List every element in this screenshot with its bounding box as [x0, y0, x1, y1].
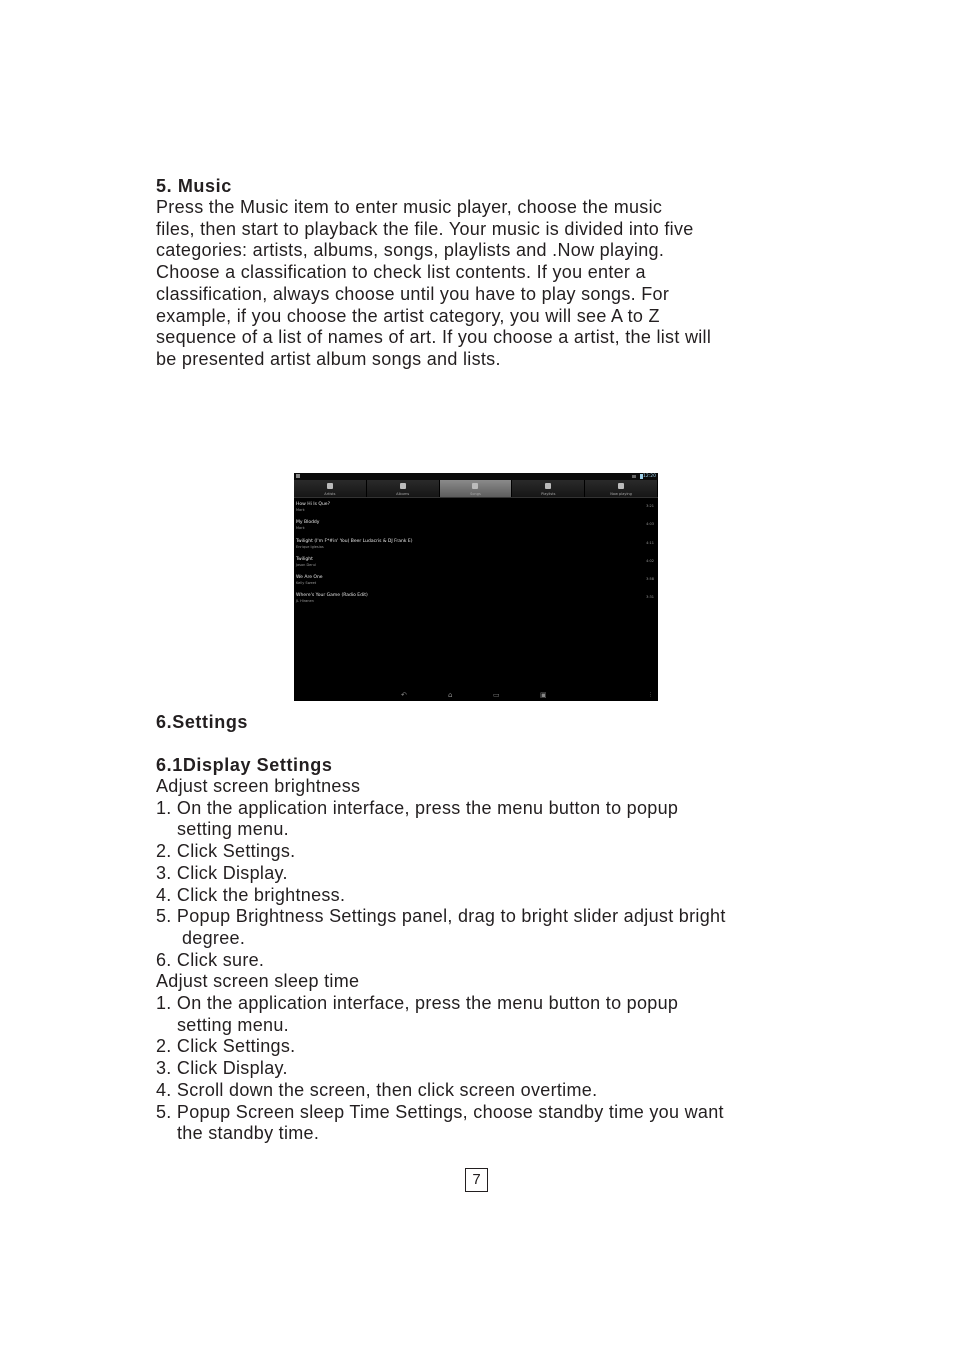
screenshot-icon[interactable]: ▣ [540, 691, 547, 699]
track-artist: Kelly Sweet [296, 581, 317, 586]
playlist-icon [545, 483, 551, 489]
step-line: 2. Click Settings. [156, 1036, 296, 1057]
track-duration: 3:31 [646, 595, 654, 600]
step-line: 3. Click Display. [156, 862, 288, 883]
song-icon [472, 483, 478, 489]
section-settings [156, 711, 816, 1145]
back-icon[interactable]: ↶ [401, 691, 407, 699]
wifi-icon [632, 475, 636, 478]
track-duration: 4:03 [646, 522, 654, 527]
section-heading-music: 5. Music [156, 176, 232, 196]
list-item[interactable] [296, 589, 658, 607]
step-continuation: setting menu. [177, 819, 289, 840]
list-item[interactable] [296, 498, 658, 516]
track-title: My Bloddy [296, 520, 320, 526]
step-continuation: setting menu. [177, 1014, 289, 1035]
track-title: Twilight (I'm F*#in' You) Beer Ludacris & DJ Frank E) [296, 538, 413, 544]
menu-icon[interactable]: ⋮ [648, 692, 653, 698]
step-continuation: the standby time. [177, 1123, 320, 1144]
step-line: 3. Click Display. [156, 1058, 288, 1079]
music-paragraph [156, 197, 816, 371]
paragraph-line: files, then start to playback the file. Your music is divided into five [156, 218, 694, 239]
tab-now-playing[interactable] [585, 480, 658, 497]
list-item[interactable] [296, 516, 658, 534]
paragraph-line: be presented artist album songs and lists. [156, 348, 501, 369]
subsection-heading-display: 6.1Display Settings [156, 755, 333, 775]
tab-playlists[interactable] [512, 480, 585, 497]
track-artist: Mark [296, 508, 305, 512]
settings-instructions [156, 776, 816, 1145]
paragraph-line: Press the Music item to enter music player, choose the music [156, 197, 663, 217]
track-title: Twilight [296, 556, 313, 562]
step-line: 4. Scroll down the screen, then click screen overtime. [156, 1079, 598, 1100]
track-title: Where's Your Game (Radio Edit) [296, 593, 368, 599]
now-playing-icon [618, 483, 624, 489]
music-player-screenshot [294, 473, 658, 701]
track-duration: 3:21 [646, 504, 654, 508]
track-duration: 3:58 [646, 577, 654, 582]
list-item[interactable] [296, 571, 658, 589]
tab-label: Now playing [610, 492, 632, 496]
track-list [294, 498, 658, 608]
paragraph-line: classification, always choose until you have to play songs. For [156, 283, 670, 304]
step-line: 4. Click the brightness. [156, 884, 346, 905]
tab-songs[interactable] [440, 480, 513, 497]
section-music [156, 175, 816, 371]
artist-icon [327, 483, 333, 489]
track-title: We Are One [296, 575, 323, 581]
step-line: 6. Click sure. [156, 949, 265, 970]
tab-artists[interactable] [294, 480, 367, 497]
paragraph-line: sequence of a list of names of art. If you choose a artist, the list will [156, 327, 712, 348]
track-duration: 4:11 [646, 540, 654, 545]
tab-label: Songs [470, 492, 481, 496]
step-line: 5. Popup Screen sleep Time Settings, choose standby time you want [156, 1101, 724, 1122]
tab-label: Albums [396, 492, 410, 496]
tab-albums[interactable] [367, 480, 440, 497]
paragraph-line: example, if you choose the artist category, you will see A to Z [156, 305, 660, 326]
step-line: 2. Click Settings. [156, 841, 296, 862]
track-artist: Jason Derul [296, 562, 316, 567]
status-bar [294, 473, 658, 480]
page-number: 7 [465, 1168, 488, 1192]
home-icon[interactable]: ⌂ [448, 691, 453, 699]
paragraph-line: Choose a classification to check list contents. If you enter a [156, 262, 646, 283]
step-line: 1. On the application interface, press the menu button to popup [156, 797, 679, 818]
track-artist: JL Hiranen [296, 599, 314, 604]
step-line: 5. Popup Brightness Settings panel, drag to bright slider adjust bright [156, 906, 726, 927]
tab-label: Playlists [541, 492, 556, 496]
list-item[interactable] [296, 553, 658, 571]
track-duration: 4:02 [646, 558, 654, 563]
sleep-title: Adjust screen sleep time [156, 971, 360, 992]
tab-label: Artists [324, 492, 336, 496]
track-artist: Mark [296, 526, 305, 531]
section-heading-settings: 6.Settings [156, 712, 249, 732]
music-tabs [294, 480, 658, 498]
paragraph-line: categories: artists, albums, songs, playlists and .Now playing. [156, 240, 665, 261]
navigation-bar [294, 689, 658, 701]
track-artist: Enrique Iglesias [296, 544, 324, 549]
status-time: 12:20 [643, 474, 656, 479]
album-icon [400, 483, 406, 489]
notification-icon [296, 474, 300, 478]
track-title: How Hi Is Que? [296, 502, 330, 507]
step-line: 1. On the application interface, press the menu button to popup [156, 993, 679, 1014]
brightness-title: Adjust screen brightness [156, 776, 361, 796]
list-item[interactable] [296, 535, 658, 553]
step-continuation: degree. [182, 927, 246, 948]
recent-apps-icon[interactable]: ▭ [493, 691, 500, 699]
